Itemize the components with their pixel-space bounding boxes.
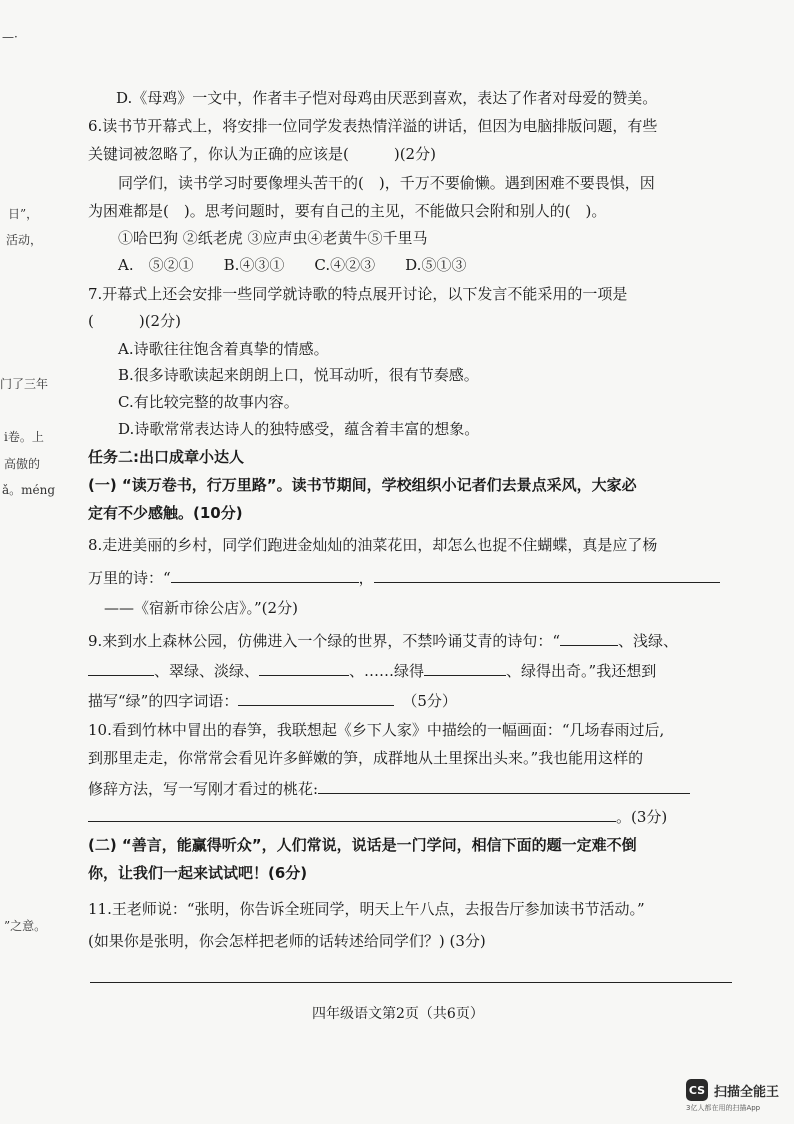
q10-line3-text: 修辞方法，写一写刚才看过的桃花:	[88, 780, 319, 798]
margin-fragment: ǎ。méng	[2, 483, 56, 497]
q9-answer-blank-5[interactable]	[238, 689, 394, 706]
q9-l3-end: （5分）	[402, 692, 457, 710]
q9-answer-blank-4[interactable]	[424, 659, 506, 676]
scan-mark: —·	[2, 30, 18, 44]
logo-tagline: 3亿人都在用的扫描App	[686, 1104, 761, 1112]
task2-sec1-line1: (一) “读万卷书，行万里路”。读书节期间，学校组织小记者们去景点采风，大家必	[88, 476, 637, 494]
answer-line[interactable]	[90, 982, 732, 983]
margin-fragment: i卷。上	[4, 430, 44, 444]
q9-line3	[88, 689, 457, 712]
logo-name: 扫描全能王	[714, 1084, 780, 1100]
q9-line1	[88, 629, 678, 652]
q8-line1: 8.走进美丽的乡村，同学们跑进金灿灿的油菜花田，却怎么也捉不住蝴蝶，真是应了杨	[88, 536, 658, 554]
q7-option-c: C.有比较完整的故事内容。	[118, 393, 299, 411]
q7-line2: ( )(2分)	[88, 312, 181, 330]
q9-l2-a: 、翠绿、淡绿、	[154, 662, 260, 680]
cs-logo-icon: CS	[686, 1079, 708, 1101]
q8-answer-blank-1[interactable]	[171, 566, 359, 583]
scanner-logo	[686, 1079, 779, 1101]
margin-fragment: 日”，	[8, 207, 39, 221]
q9-l2-c: 、绿得出奇。”我还想到	[506, 662, 657, 680]
q9-l3-start: 描写“绿”的四字词语：	[88, 692, 239, 710]
q9-answer-blank-3[interactable]	[259, 659, 349, 676]
q6-options: A. ⑤②① B.④③① C.④②③ D.⑤①③	[118, 256, 467, 274]
q10-line4	[88, 805, 667, 828]
q6-items: ①哈巴狗 ②纸老虎 ③应声虫④老黄牛⑤千里马	[118, 229, 428, 247]
q6-line2: 关键词被忽略了，你认为正确的应该是( )(2分)	[88, 145, 436, 163]
q8-comma: ，	[358, 569, 374, 587]
page-footer: 四年级语文第2页（共6页）	[312, 1006, 484, 1022]
q8-line2	[88, 566, 720, 589]
q9-answer-blank-1[interactable]	[560, 629, 618, 646]
q7-option-a: A.诗歌往往饱含着真挚的情感。	[118, 340, 329, 358]
q9-l1-end: 、浅绿、	[617, 632, 678, 650]
q11-line2: (如果你是张明，你会怎样把老师的话转述给同学们？) (3分)	[88, 932, 486, 950]
task2-title: 任务二:出口成章小达人	[88, 448, 244, 466]
margin-fragment: ”之意。	[4, 919, 47, 933]
q6-line1: 6.读书节开幕式上，将安排一位同学发表热情洋溢的讲话，但因为电脑排版问题，有些	[88, 117, 658, 135]
q7-line1: 7.开幕式上还会安排一些同学就诗歌的特点展开讨论，以下发言不能采用的一项是	[88, 285, 628, 303]
q8-answer-blank-2[interactable]	[374, 566, 720, 583]
sec2-line1: (二) “善言，能赢得听众”，人们常说，说话是一门学问，相信下面的题一定难不倒	[88, 836, 637, 854]
q6-text1: 同学们，读书学习时要像埋头苦干的( )，千万不要偷懒。遇到困难不要畏惧，因	[118, 174, 655, 192]
q10-line3	[88, 777, 690, 800]
q10-answer-blank-2[interactable]	[88, 805, 616, 822]
q10-line1: 10.看到竹林中冒出的春笋，我联想起《乡下人家》中描绘的一幅画面：“几场春雨过后,	[88, 721, 665, 739]
q9-l2-b: 、……绿得	[349, 662, 425, 680]
q9-line2	[88, 659, 656, 682]
q7-option-b: B.很多诗歌读起来朗朗上口，悦耳动听，很有节奏感。	[118, 366, 479, 384]
sec2-line2: 你，让我们一起来试试吧！(6分)	[88, 864, 308, 882]
option-d-prev: D.《母鸡》一文中，作者丰子恺对母鸡由厌恶到喜欢，表达了作者对母爱的赞美。	[116, 89, 658, 107]
q10-line2: 到那里走走，你常常会看见许多鲜嫩的笋，成群地从土里探出头来。”我也能用这样的	[88, 749, 644, 767]
q8-line2-start: 万里的诗：“	[88, 569, 171, 587]
q8-line3: ——《宿新市徐公店》。”(2分)	[104, 599, 298, 617]
q9-answer-blank-2[interactable]	[88, 659, 154, 676]
q11-line1: 11.王老师说：“张明，你告诉全班同学，明天上午八点，去报告厅参加读书节活动。”	[88, 900, 645, 918]
margin-fragment: 高傲的	[4, 457, 41, 471]
q9-l1-start: 9.来到水上森林公园，仿佛进入一个绿的世界，不禁吟诵艾青的诗句：“	[88, 632, 560, 650]
task2-sec1-line2: 定有不少感触。(10分)	[88, 504, 243, 522]
q10-answer-blank-1[interactable]	[318, 777, 690, 794]
margin-fragment: 活动，	[6, 233, 43, 247]
margin-fragment: 门了三年	[0, 377, 49, 391]
q7-option-d: D.诗歌常常表达诗人的独特感受，蕴含着丰富的想象。	[118, 420, 480, 438]
q6-text2: 为困难都是( )。思考问题时，要有自己的主见，不能做只会附和别人的( )。	[88, 202, 607, 220]
q10-line4-end: 。(3分)	[616, 808, 668, 826]
